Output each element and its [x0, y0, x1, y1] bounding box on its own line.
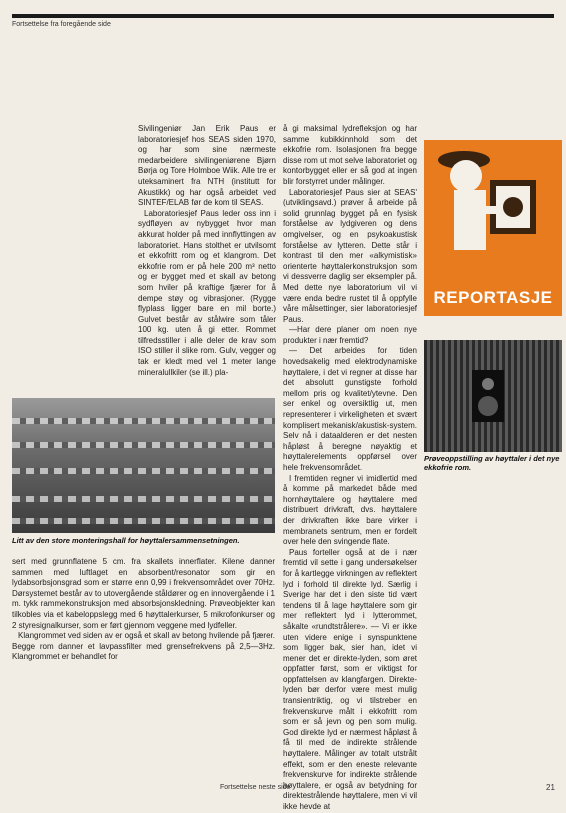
paragraph: Sivilingeniør Jan Erik Paus er laboratoriesjef hos SEAS siden 1970, og har som sine nærmeste medarbeidere sivilingeniørene Bjørn Børja og Tore Holmboe Wiik. Alle tre er uteksaminert fra NTH (institutt for Akustikk) og har også arbeidet ved SINTEF/ELAB før de kom til SEAS.: [138, 124, 276, 208]
photo-caption-room: Prøveoppstilling av høyttaler i det nye ekkofrie rom.: [424, 454, 560, 472]
reportage-section-tag: [424, 140, 562, 316]
photographer-with-camera-icon: [432, 146, 552, 264]
anechoic-room-photo: [424, 340, 562, 452]
paragraph: Klangrommet ved siden av er også et skall av betong hvilende på fjærer. Begge rom danner et lavpassfilter med grensefrekvens på 2,5—3Hz. Klangrommet er behandlet for: [12, 631, 275, 662]
top-rule: [12, 14, 554, 18]
paragraph: — Det arbeides for tiden hovedsakelig med elektrodynamiske høyttalere, i det vi regner at disse har det absolutt gunstigste forhold mellom pris og kvalitet/ytevne. Den ser enkel og oversiktlig ut, men representerer i virkeligheten et svært komplisert mekanisk/akustisk-system. Selv nå i dataalderen er det nesten håpløst å beregne nøyaktig et høyttalerelements oppførsel over hele frekvensområdet.: [283, 346, 417, 472]
paragraph: Paus forteller også at de i nær fremtid vil sette i gang undersøkelser for å kartlegge virkningen av reflektert lyd i forhold til direkte lyd. Særlig i Sverige har det i den siste tid vært tendens til å lage høyttalere som gir mer reflektert lyd i lytterommet, såkalte «rundtstrålere». — Vi er ikke uten videre enige i synspunktene som ligger bak, sier han, idet vi mener det er direkte-lyden, som øret oppfatter først, som er viktigst for oppfattelsen av klangfargen. Direkte-lyden bør derfor være mest mulig transientriktig, og vi tilstreber en frekvenskurve målt i ekkofritt rom som er så jevn og pen som mulig. God direkte lyd er nærmest håpløst å få til med de indirekte strålende høyttalere. Målinger av totalt utstrålt effekt, som er den eneste relevante frekvenskurve for indirekte strålende høyttalere, er også av betydning for direktestrålende høyttalere, men vi vil ikke hevde at: [283, 547, 417, 811]
page-number: 21: [546, 783, 555, 792]
paragraph: I fremtiden regner vi imidlertid med å komme på markedet både med hornhøyttalere og høyttalere med distribuert drivkraft, dvs. høyttalere der drivkraften ikke bare virker i membranets sentrum, men er fordelt over hele den svingende flate.: [283, 473, 417, 547]
loudspeaker-icon: [424, 340, 562, 452]
photo-caption-hall: Litt av den store monteringshall for høyttalersammensetningen.: [12, 536, 240, 545]
paragraph: Laboratoriesjef Paus leder oss inn i sydfløyen av nybygget hvor man akkurat holder på med innflyttingen av laboratoriet. Hans stolthet er utvilsomt et ekkofritt rom og et klangrom. Det ekkofrie rom er på hele 200 m³ netto og er bygget med et skall av betong som hviler på kraftige fjærer for å dempe støy og vibrasjoner. (Rygge flyplass ligger bare en mil borte.) Gulvet består av stålwire som tåler 100 kg. uten å gi etter. Rommet tilfredsstiller i alle deler de krav som ISO stiller il slike rom. Gulv, vegger og tak er kledt med vel 1 meter lange mineralullkiler (se ill.) pla-: [138, 208, 276, 377]
article-column-left-bottom: [12, 557, 275, 663]
paragraph: sert med grunnflatene 5 cm. fra skallets innerflater. Kilene danner sammen med luftlaget en absorbent/resonator som gir en lydabsorbsjonsgrad som er større enn 0,99 i frekvensområdet over 70Hz. Dørsystemet består av to utovergående ståldører og en innovergående i 1 m. tykk rammekonstruksjon med absorbsjonskledning. Prøveobjekter kan tilkobles via et kabeloppslegg med 6 høyttalerkurser, 5 mikrofonkurser og 2 styresignalkurser, som er ført gjennom veggene med lydfeller.: [12, 557, 275, 630]
paragraph: å gi maksimal lydrefleksjon og har samme kubikkinnhold som det ekkofrie rom. Isolasjonen fra begge disse rom ut mot selve laboratoriet og kontorbygget eller er så god at ingen blir forstyrret under målinger.: [283, 124, 417, 186]
assembly-hall-photo: [12, 398, 275, 533]
article-column-left: [138, 124, 276, 378]
paragraph: —Har dere planer om noen nye produkter i nær fremtid?: [283, 325, 417, 345]
article-column-middle: [283, 124, 417, 813]
running-head: Fortsettelse fra foregående side: [12, 21, 111, 28]
continued-note: Fortsettelse neste side: [220, 784, 291, 791]
section-tag-label: REPORTASJE: [433, 288, 553, 307]
paragraph: Laboratoriesjef Paus sier at SEAS' (utviklingsavd.) prøver å arbeide på solid grunnlag bygget på en fysisk forståelse av lydgiveren og dens omgivelser, og en psykoakustisk forståelse av lytteren. Dette står i kontrast til den mer «alkymistisk» orienterte høyttalerkonstruksjon som vi dessverre daglig ser eksempler på. Med dette nye laboratorium vil vi være enda bedre rustet til å oppfylle våre målsettinger, sier laboratoriesjef Paus.: [283, 187, 417, 324]
